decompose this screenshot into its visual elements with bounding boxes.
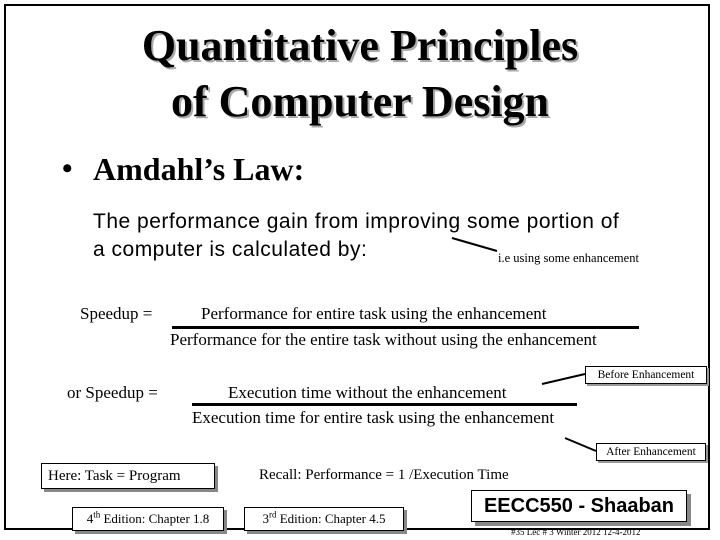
here-task-box: Here: Task = Program: [41, 463, 215, 489]
third-edition-suffix: rd: [268, 509, 277, 520]
speedup-label: Speedup =: [80, 304, 153, 323]
speedup-numerator: Performance for entire task using the enhancement: [201, 304, 547, 323]
speedup-denominator: Performance for the entire task without using the enhancement: [170, 330, 597, 349]
fourth-edition-chapter: Edition: Chapter 1.8: [100, 511, 210, 526]
fraction-bar-2: [192, 403, 577, 406]
description-line-1: The performance gain from improving some portion of: [93, 210, 620, 233]
fourth-edition-box: [72, 507, 224, 531]
title-line-2: of Computer Design: [170, 77, 550, 126]
enhancement-note: i.e using some enhancement: [498, 251, 639, 265]
bullet-icon: •: [62, 152, 73, 185]
footer-meta: #35 Lec # 3 Winter 2012 12-4-2012: [511, 527, 641, 537]
recall-performance: Recall: Performance = 1 /Execution Time: [259, 467, 509, 483]
execution-numerator: Execution time without the enhancement: [228, 383, 507, 402]
before-enhancement-callout: Before Enhancement: [585, 366, 707, 384]
speedup-alt-label: or Speedup =: [67, 383, 158, 402]
third-edition-chapter: Edition: Chapter 4.5: [276, 511, 386, 526]
fourth-edition-number: 4: [86, 511, 94, 526]
title-line-1: Quantitative Principles: [141, 21, 579, 70]
after-enhancement-callout: After Enhancement: [596, 443, 706, 461]
course-footer-box: EECC550 - Shaaban: [471, 490, 687, 522]
fourth-edition-suffix: th: [93, 509, 101, 520]
third-edition-box: [244, 507, 404, 531]
execution-denominator: Execution time for entire task using the enhancement: [192, 408, 555, 427]
description-line-2: a computer is calculated by:: [93, 238, 368, 261]
fraction-bar-1: [172, 326, 639, 329]
third-edition-number: 3: [262, 511, 269, 526]
bullet-heading: Amdahl’s Law:: [93, 151, 305, 187]
